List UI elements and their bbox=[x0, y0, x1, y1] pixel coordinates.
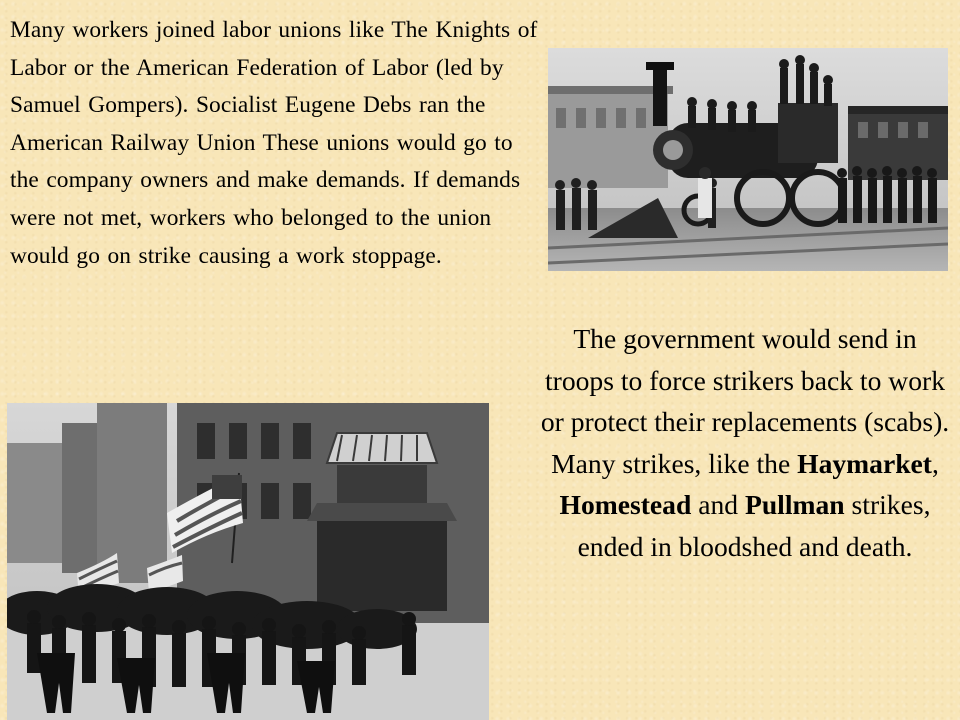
photo-strikers-marching-with-flags bbox=[7, 403, 489, 720]
paragraph-labor-unions: Many workers joined labor unions like The Knights of Labor or the American Federation of Labor (led by Samuel Gompers). Socialist Eugene Debs ran the American Railway Union These unions would go to the company owners and make demands. If demands were not met, workers who belonged to the union would go on strike causing a work stoppage. bbox=[10, 17, 538, 269]
term-homestead: Homestead bbox=[559, 489, 692, 521]
text-separator-comma: , bbox=[931, 447, 939, 479]
strikers-march-image bbox=[7, 403, 489, 720]
term-pullman: Pullman bbox=[744, 489, 845, 521]
text-separator-and: and bbox=[691, 489, 745, 521]
text-part2: strikes, ended in bloodshed and death. bbox=[577, 489, 931, 562]
paragraph-government-troops bbox=[538, 318, 952, 568]
text-part1: The government would send in troops to force strikers back to work or protect their replacements (scabs). Many strikes, like the bbox=[540, 323, 950, 479]
term-haymarket: Haymarket bbox=[797, 447, 932, 479]
troops-locomotive-image bbox=[548, 48, 948, 271]
photo-troops-on-locomotive bbox=[548, 48, 948, 271]
